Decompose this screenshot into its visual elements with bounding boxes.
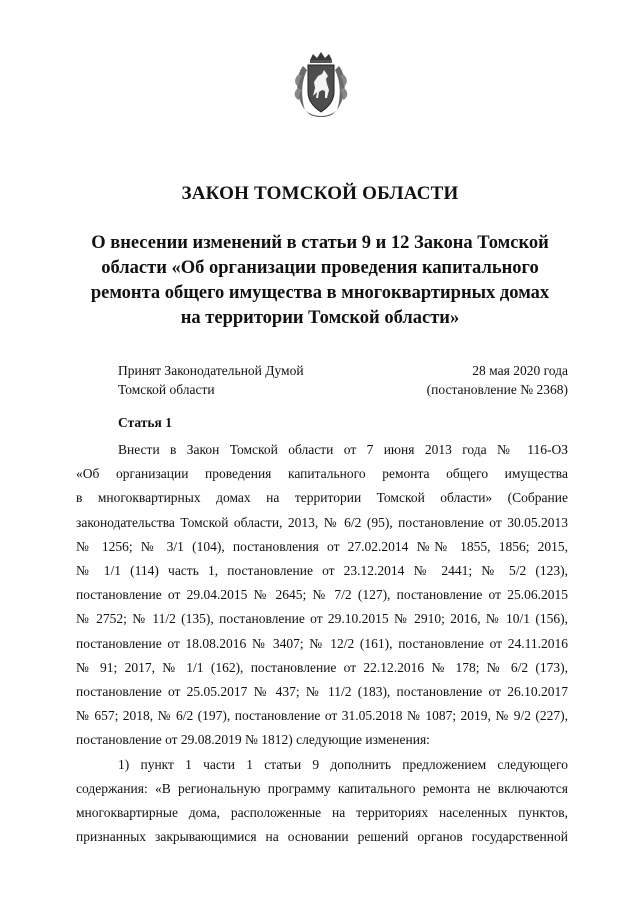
subtitle-line: ремонта общего имущества в многоквартирных домах <box>90 283 550 303</box>
subtitle-line: области «Об организации проведения капитального <box>101 258 539 278</box>
text-line: законодательства Томской области, 2013, № 6/2 (95), постановление от 30.05.2013 <box>76 514 568 530</box>
law-title: ЗАКОН ТОМСКОЙ ОБЛАСТИ <box>181 183 459 204</box>
text-line: постановление от 29.08.2019 № 1812) следующие изменения: <box>76 732 430 748</box>
tomsk-oblast-coat-of-arms-icon <box>293 52 349 120</box>
article-body <box>76 438 568 849</box>
subtitle-line: О внесении изменений в статьи 9 и 12 Закона Томской <box>91 233 549 253</box>
text-line: постановление от 29.04.2015 № 2645; № 7/2 (127), постановление от 25.06.2015 <box>76 587 568 603</box>
text-line: № 1256; № 3/1 (104), постановления от 27.02.2014 №№ 1855, 1856; 2015, <box>76 538 568 554</box>
article-heading: Статья 1 <box>118 415 172 430</box>
law-subtitle <box>70 231 570 331</box>
text-line: содержания: «В региональную программу капитального ремонта не включаются <box>76 780 568 796</box>
text-line: № 91; 2017, № 1/1 (162), постановление от 22.12.2016 № 178; № 6/2 (173), <box>76 659 568 675</box>
subtitle-line: на территории Томской области» <box>180 308 460 328</box>
adopted-by <box>118 361 304 399</box>
text-line: в многоквартирных домах на территории Томской области» (Собрание <box>76 490 568 506</box>
paragraph-1 <box>76 438 568 753</box>
text-line: признанных закрывающимися на основании решений органов государственной <box>76 829 568 845</box>
adopted-body-line1: Принят Законодательной Думой <box>118 363 304 378</box>
text-line: № 657; 2018, № 6/2 (197), постановление от 31.05.2018 № 1087; 2019, № 9/2 (227), <box>76 708 568 724</box>
adoption-date: 28 мая 2020 года <box>472 363 568 378</box>
text-line: постановление от 25.05.2017 № 437; № 11/2 (183), постановление от 26.10.2017 <box>76 684 568 700</box>
text-line: № 2752; № 11/2 (135), постановление от 29.10.2015 № 2910; 2016, № 10/1 (156), <box>76 611 568 627</box>
resolution-number: (постановление № 2368) <box>426 382 568 397</box>
adopted-body-line2: Томской области <box>118 382 215 397</box>
text-line: Внести в Закон Томской области от 7 июня 2013 года № 116-ОЗ <box>118 442 568 457</box>
text-line: многоквартирные дома, расположенные на территориях населенных пунктов, <box>76 805 568 821</box>
text-line: № 1/1 (114) часть 1, постановление от 23.12.2014 № 2441; № 5/2 (123), <box>76 563 568 579</box>
adopted-date <box>427 361 568 399</box>
text-line: «Об организации проведения капитального ремонта общего имущества <box>76 466 568 482</box>
paragraph-2 <box>76 753 568 850</box>
text-line: 1) пункт 1 части 1 статьи 9 дополнить предложением следующего <box>118 756 568 772</box>
text-line: постановление от 18.08.2016 № 3407; № 12/2 (161), постановление от 24.11.2016 <box>76 635 568 651</box>
